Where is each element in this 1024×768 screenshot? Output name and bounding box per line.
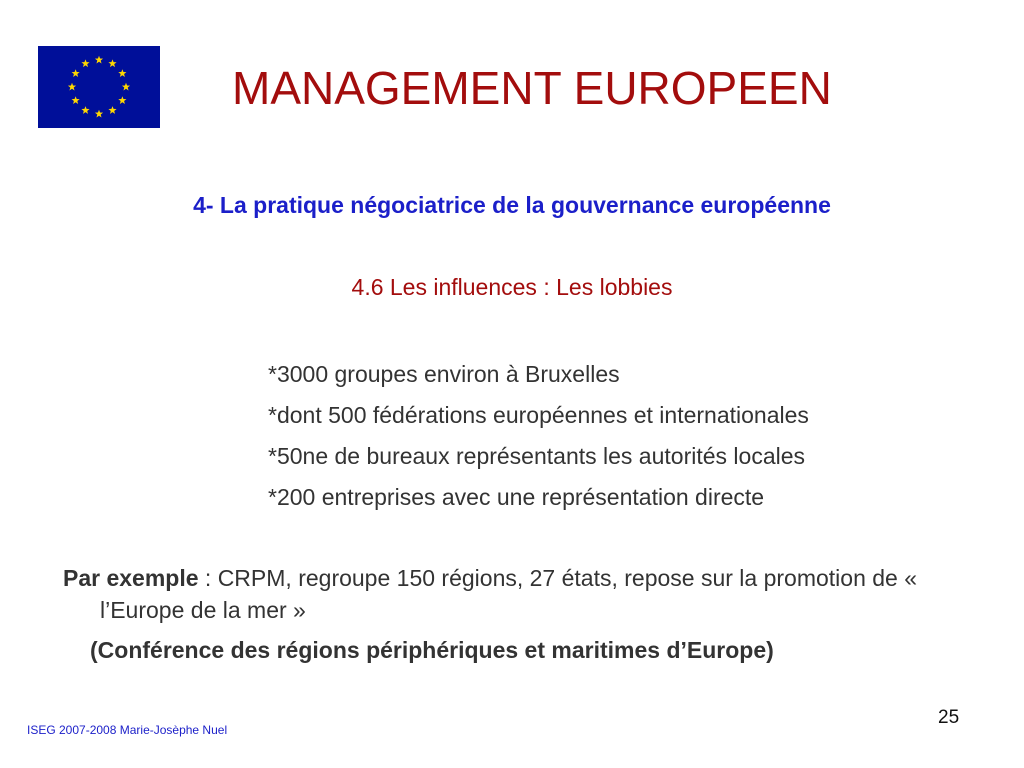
conference-note: (Conférence des régions périphériques et maritimes d’Europe) (90, 637, 774, 663)
bullet-list (268, 354, 809, 518)
example-text: : CRPM, regroupe 150 régions, 27 états, repose sur la promotion de « l’Europe de la mer » (100, 565, 918, 623)
slide-title: MANAGEMENT EUROPEEN (232, 62, 832, 114)
bullet-item: *50ne de bureaux représentants les autorités locales (268, 443, 806, 469)
section-heading: 4.6 Les influences : Les lobbies (351, 274, 673, 300)
footer-credit: ISEG 2007-2008 Marie-Josèphe Nuel (27, 723, 228, 737)
bullet-item: *dont 500 fédérations européennes et internationales (268, 402, 809, 428)
bullet-item: *3000 groupes environ à Bruxelles (268, 361, 620, 387)
example-label: Par exemple (63, 565, 199, 591)
slide-subtitle: 4- La pratique négociatrice de la gouvernance européenne (193, 192, 831, 218)
bullet-item: *200 entreprises avec une représentation directe (268, 484, 765, 510)
eu-flag-icon (38, 46, 160, 128)
page-number: 25 (938, 707, 960, 728)
example-paragraph (63, 562, 963, 626)
